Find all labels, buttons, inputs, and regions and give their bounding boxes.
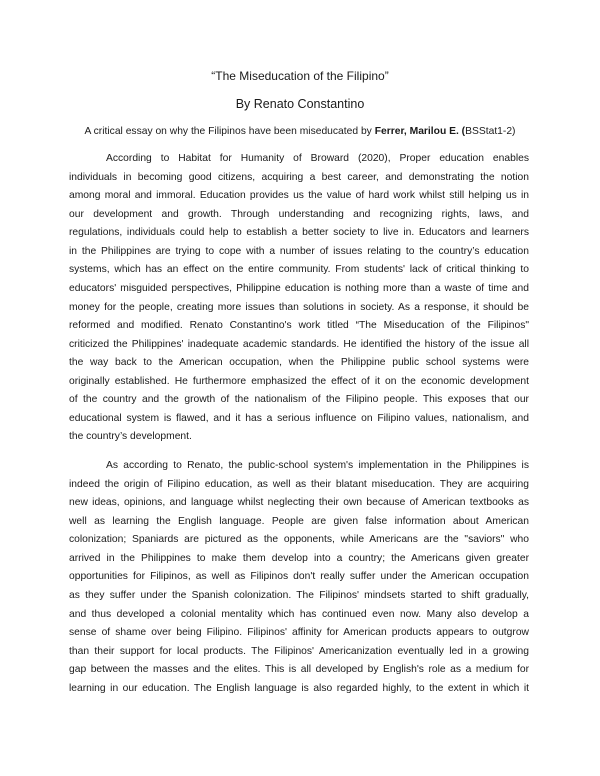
paragraph-line: regulations, individuals could help to establish a better society to live in. Educators and learners [69,227,529,239]
paragraph-line: indeed the origin of Filipino education, as well as their blatant miseducation. They are acquiring [69,478,529,490]
paragraph-line: According to Habitat for Humanity of Broward (2020), Proper education enables [106,153,529,164]
paragraph-line: As according to Renato, the public-school system's implementation in the Philippines is [106,460,529,471]
student-name: Ferrer, Marilou E. ( [374,126,466,137]
paragraph-line: of the country and the growth of the nationalism of the Filipino people. This exposes that our [69,394,529,406]
paragraph-line: gap between the masses and the elites. This is all developed by English's role as a medium for [69,664,529,676]
paragraph-line: criticized the Philippines' inadequate academic standards. He identified the history of the issue all [69,338,529,350]
paragraph-line: colonization; Spaniards are pictured as the opponents, while Americans are the "saviors" who [69,534,529,546]
paragraph-line: systems, which has an effect on the entire community. From students' lack of critical thinking to [69,264,529,276]
paragraph-line: the way back to the American occupation, when the Philippine public school systems were [69,357,529,369]
essay-title: “The Miseducation of the Filipino” [211,69,389,83]
paragraph-line: well as learning the English language. People are given false information about American [69,515,529,527]
paragraph-line: money for the people, creating more issues than solutions in society. As a response, it should be [69,301,529,313]
student-section: BSStat1-2) [465,126,516,137]
paragraph-line: learning in our education. The English language is also regarded highly, to the extent in which it [69,682,529,694]
paragraph-line: arrived in the Philippines to make them develop into a country; the Americans given greater [69,552,529,564]
subtitle-prefix: A critical essay on why the Filipinos have been miseducated by [84,126,372,137]
paragraph-line: among moral and immoral. Education provides us the value of hard work whilst still helping us in [69,190,529,202]
paragraph-line: as they suffer under the Spanish colonization. The Filipinos' mindsets started to shift gradually, [69,589,529,601]
paragraph-line: in the Philippines are trying to cope with a number of issues relating to the country’s education [69,245,529,257]
paragraph-line: and thus developed a colonial mentality which has continued even now. Many also develop a [69,608,529,620]
paragraph-line: educational system is flawed, and it has a serious influence on Filipino values, nationalism, and [69,412,529,424]
paragraph-line: our development and growth. Through understanding and recognizing rights, laws, and [69,208,529,220]
paragraph-line: sense of shame over being Filipino. Filipinos' affinity for American products appears to outgrow [69,627,529,639]
paragraph-line: opportunities for Filipinos, as well as Filipinos don't really suffer under the American occupation [69,571,529,583]
paragraph-line: new ideas, opinions, and language whilst neglecting their own because of American textbooks as [69,497,529,509]
paragraph-1 [69,150,529,447]
paragraph-line: reformed and modified. Renato Constantino's work titled “The Miseducation of the Filipinos" [69,320,529,332]
paragraph-line: the country’s development. [69,431,192,443]
essay-author: By Renato Constantino [235,97,365,111]
paragraph-line: originally established. He furthermore emphasized the effect of it on the economic development [69,375,529,387]
paragraph-line: than their support for local products. The Filipinos' Americanization eventually led in a growing [69,645,529,657]
paragraph-line: educators' misguided perspectives, Philippine education is nothing more than a waste of time and [69,282,529,294]
paragraph-2 [69,457,529,698]
essay-subtitle [0,125,600,139]
paragraph-line: individuals in becoming good citizens, acquiring a best career, and demonstrating the notion [69,171,529,183]
